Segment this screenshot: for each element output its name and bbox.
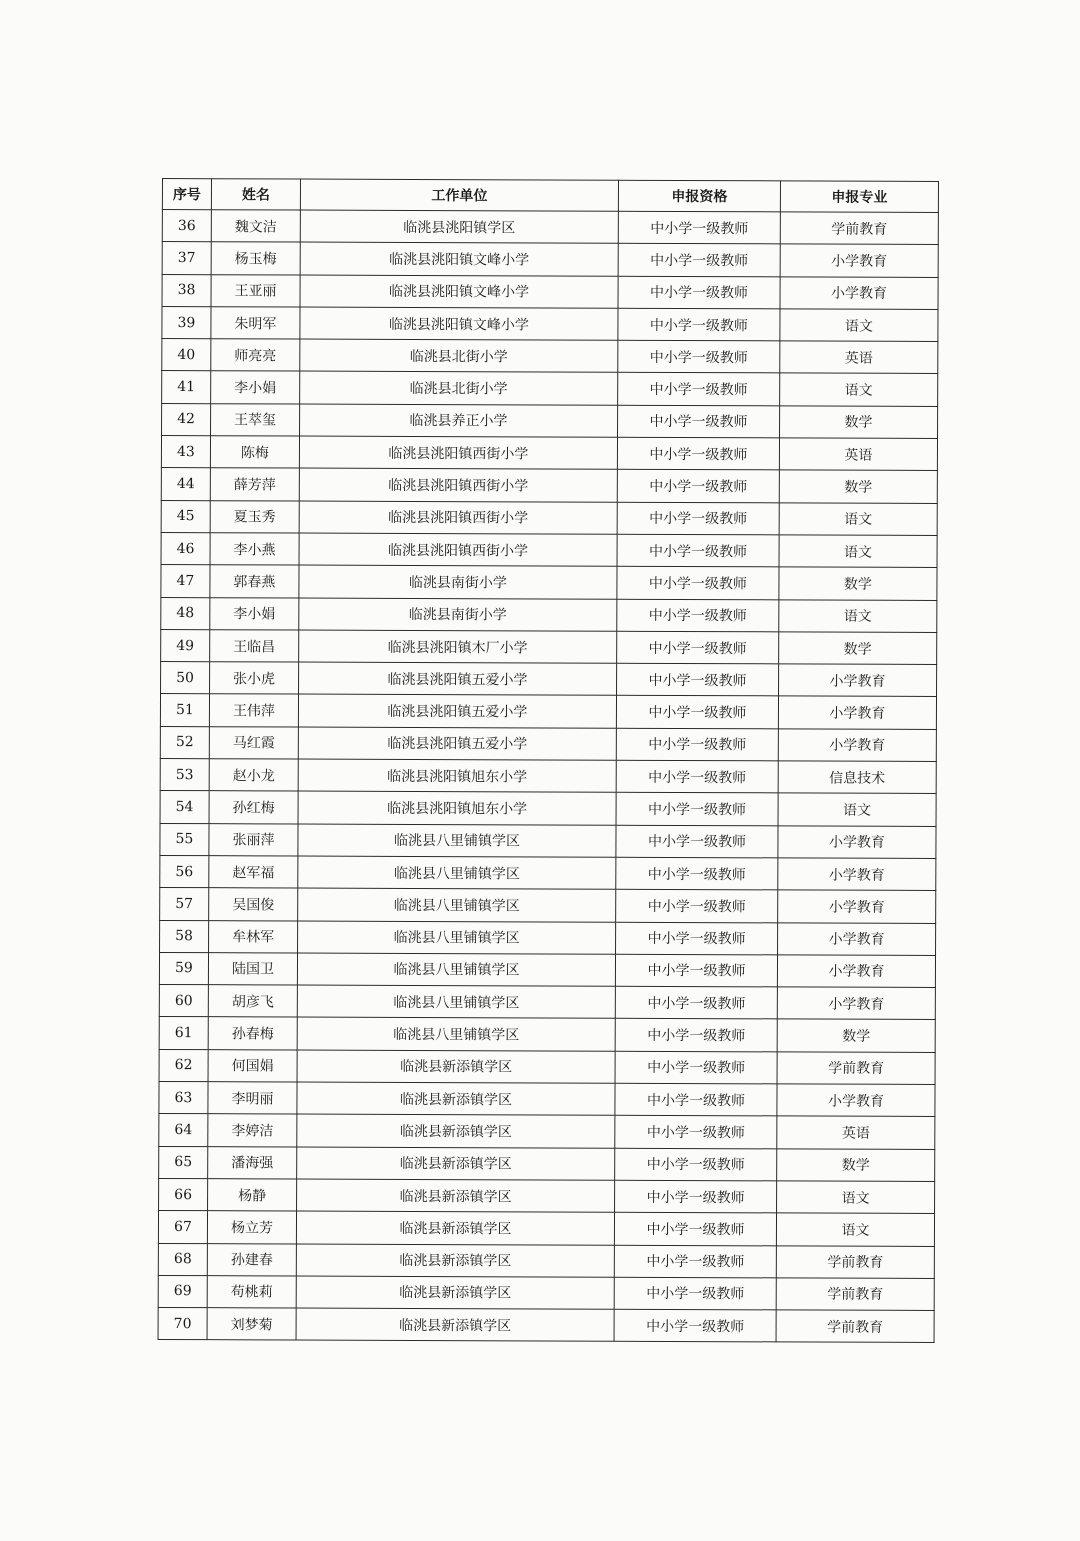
- table-row: [159, 985, 935, 1020]
- cell-name: 李小娟: [211, 371, 300, 404]
- cell-major: 小学教育: [778, 922, 936, 955]
- cell-major: 小学教育: [778, 826, 936, 859]
- cell-no: 42: [162, 403, 211, 435]
- cell-qualification: 中小学一级教师: [615, 1051, 777, 1084]
- cell-name: 王临昌: [210, 630, 299, 663]
- cell-name: 刘梦菊: [207, 1308, 296, 1341]
- cell-name: 牟林军: [209, 920, 298, 953]
- cell-no: 55: [160, 823, 209, 855]
- cell-name: 薛芳萍: [210, 468, 299, 501]
- table-row: [160, 888, 936, 923]
- cell-unit: 临洮县洮阳镇西街小学: [299, 436, 617, 470]
- header-no: 序号: [162, 179, 211, 210]
- cell-qualification: 中小学一级教师: [617, 599, 779, 632]
- cell-name: 孙春梅: [208, 1017, 297, 1050]
- cell-name: 杨玉梅: [211, 242, 300, 275]
- table-row: [161, 662, 937, 697]
- cell-major: 数学: [779, 567, 937, 600]
- table-row: [159, 1114, 935, 1149]
- cell-unit: 临洮县洮阳镇木厂小学: [299, 630, 617, 664]
- table-row: [161, 597, 937, 632]
- cell-unit: 临洮县新添镇学区: [297, 1179, 615, 1213]
- cell-unit: 临洮县新添镇学区: [296, 1244, 614, 1278]
- cell-unit: 临洮县洮阳镇文峰小学: [300, 242, 618, 276]
- cell-no: 46: [161, 532, 210, 564]
- cell-no: 65: [159, 1146, 208, 1178]
- cell-major: 数学: [777, 1019, 935, 1052]
- header-unit: 工作单位: [300, 179, 618, 211]
- cell-major: 语文: [780, 309, 938, 342]
- cell-major: 数学: [780, 406, 938, 439]
- cell-unit: 临洮县八里铺镇学区: [298, 888, 616, 922]
- cell-qualification: 中小学一级教师: [616, 922, 778, 955]
- cell-unit: 临洮县洮阳镇五爱小学: [298, 727, 616, 761]
- cell-no: 66: [159, 1178, 208, 1210]
- cell-qualification: 中小学一级教师: [616, 857, 778, 890]
- cell-major: 小学教育: [778, 890, 936, 923]
- cell-unit: 临洮县南街小学: [299, 598, 617, 632]
- cell-major: 学前教育: [776, 1310, 934, 1343]
- cell-major: 学前教育: [777, 1052, 935, 1085]
- table-row: [158, 1211, 934, 1246]
- cell-major: 小学教育: [779, 664, 937, 697]
- cell-unit: 临洮县洮阳镇旭东小学: [298, 791, 616, 825]
- cell-name: 夏玉秀: [210, 500, 299, 533]
- cell-name: 何国娟: [208, 1049, 297, 1082]
- cell-no: 50: [161, 662, 210, 694]
- cell-no: 61: [159, 1017, 208, 1049]
- cell-unit: 临洮县洮阳镇西街小学: [299, 468, 617, 502]
- cell-major: 小学教育: [777, 1084, 935, 1117]
- cell-major: 小学教育: [780, 244, 938, 277]
- header-name: 姓名: [211, 179, 300, 210]
- cell-no: 47: [161, 565, 210, 597]
- cell-major: 小学教育: [777, 987, 935, 1020]
- cell-qualification: 中小学一级教师: [617, 663, 779, 696]
- cell-no: 54: [160, 791, 209, 823]
- cell-no: 53: [160, 759, 209, 791]
- cell-major: 小学教育: [777, 955, 935, 988]
- cell-name: 杨立芳: [207, 1211, 296, 1244]
- table-row: [159, 1082, 935, 1117]
- cell-name: 杨静: [208, 1179, 297, 1212]
- table-row: [159, 1017, 935, 1052]
- table-row: [160, 694, 936, 729]
- cell-no: 62: [159, 1049, 208, 1081]
- cell-major: 小学教育: [778, 729, 936, 762]
- table-row: [160, 759, 936, 794]
- cell-qualification: 中小学一级教师: [615, 1116, 777, 1149]
- cell-major: 学前教育: [780, 212, 938, 245]
- cell-no: 59: [159, 952, 208, 984]
- table-row: [161, 468, 937, 503]
- cell-name: 朱明军: [211, 307, 300, 340]
- table-row: [162, 371, 938, 406]
- cell-unit: 临洮县新添镇学区: [297, 1050, 615, 1084]
- table-row: [161, 436, 937, 471]
- table-row: [159, 952, 935, 987]
- cell-no: 60: [159, 985, 208, 1017]
- cell-no: 51: [160, 694, 209, 726]
- cell-no: 43: [161, 436, 210, 468]
- cell-qualification: 中小学一级教师: [618, 276, 780, 309]
- cell-unit: 临洮县新添镇学区: [296, 1276, 614, 1310]
- cell-name: 李婷洁: [208, 1114, 297, 1147]
- cell-qualification: 中小学一级教师: [618, 373, 780, 406]
- cell-name: 王伟萍: [209, 694, 298, 727]
- cell-name: 王萃玺: [211, 403, 300, 436]
- cell-unit: 临洮县洮阳镇西街小学: [299, 533, 617, 567]
- table-row: [158, 1275, 934, 1310]
- table-row: [161, 500, 937, 535]
- cell-no: 68: [158, 1243, 207, 1275]
- cell-qualification: 中小学一级教师: [618, 308, 780, 341]
- cell-no: 64: [159, 1114, 208, 1146]
- cell-name: 胡彦飞: [208, 985, 297, 1018]
- cell-qualification: 中小学一级教师: [617, 534, 779, 567]
- cell-major: 英语: [777, 1116, 935, 1149]
- cell-unit: 临洮县八里铺镇学区: [298, 824, 616, 858]
- cell-name: 张丽萍: [209, 823, 298, 856]
- cell-qualification: 中小学一级教师: [615, 1180, 777, 1213]
- cell-unit: 临洮县八里铺镇学区: [297, 985, 615, 1019]
- table-row: [159, 1178, 935, 1213]
- cell-unit: 临洮县新添镇学区: [296, 1211, 614, 1245]
- cell-major: 信息技术: [778, 761, 936, 794]
- cell-unit: 临洮县养正小学: [300, 404, 618, 438]
- cell-no: 39: [162, 306, 211, 338]
- cell-unit: 临洮县洮阳镇西街小学: [299, 501, 617, 535]
- cell-no: 57: [160, 888, 209, 920]
- table-row: [161, 565, 937, 600]
- cell-qualification: 中小学一级教师: [615, 1019, 777, 1052]
- cell-qualification: 中小学一级教师: [616, 825, 778, 858]
- cell-unit: 临洮县新添镇学区: [297, 1082, 615, 1116]
- cell-major: 小学教育: [778, 858, 936, 891]
- cell-name: 王亚丽: [211, 274, 300, 307]
- cell-qualification: 中小学一级教师: [618, 244, 780, 277]
- cell-no: 38: [162, 274, 211, 306]
- cell-qualification: 中小学一级教师: [617, 631, 779, 664]
- cell-qualification: 中小学一级教师: [614, 1212, 776, 1245]
- cell-name: 赵小龙: [209, 759, 298, 792]
- cell-unit: 临洮县新添镇学区: [296, 1308, 614, 1342]
- cell-name: 潘海强: [208, 1146, 297, 1179]
- table-row: [160, 726, 936, 761]
- cell-qualification: 中小学一级教师: [615, 1148, 777, 1181]
- cell-no: 48: [161, 597, 210, 629]
- header-row: [162, 179, 938, 213]
- cell-qualification: 中小学一级教师: [614, 1309, 776, 1342]
- table-row: [159, 1049, 935, 1084]
- cell-qualification: 中小学一级教师: [618, 340, 780, 373]
- cell-name: 郭春燕: [210, 565, 299, 598]
- cell-major: 语文: [780, 373, 938, 406]
- cell-unit: 临洮县洮阳镇文峰小学: [300, 307, 618, 341]
- cell-no: 44: [161, 468, 210, 500]
- roster-table: [158, 178, 939, 1343]
- table-row: [162, 210, 938, 245]
- cell-unit: 临洮县南街小学: [299, 565, 617, 599]
- cell-no: 37: [162, 242, 211, 274]
- cell-no: 41: [162, 371, 211, 403]
- cell-qualification: 中小学一级教师: [617, 470, 779, 503]
- cell-unit: 临洮县洮阳镇文峰小学: [300, 275, 618, 309]
- cell-major: 数学: [779, 632, 937, 665]
- cell-qualification: 中小学一级教师: [616, 889, 778, 922]
- cell-name: 吴国俊: [209, 888, 298, 921]
- cell-no: 67: [158, 1211, 207, 1243]
- cell-name: 赵军福: [209, 856, 298, 889]
- cell-major: 英语: [779, 438, 937, 471]
- cell-name: 苟桃莉: [207, 1275, 296, 1308]
- cell-no: 63: [159, 1082, 208, 1114]
- table-row: [162, 274, 938, 309]
- cell-qualification: 中小学一级教师: [617, 437, 779, 470]
- header-qualification: 申报资格: [618, 180, 780, 212]
- cell-qualification: 中小学一级教师: [616, 728, 778, 761]
- cell-major: 英语: [780, 341, 938, 374]
- cell-no: 40: [162, 339, 211, 371]
- cell-major: 语文: [779, 535, 937, 568]
- table-row: [161, 532, 937, 567]
- header-major: 申报专业: [780, 181, 938, 213]
- cell-name: 李明丽: [208, 1082, 297, 1115]
- cell-name: 陆国卫: [208, 953, 297, 986]
- cell-major: 语文: [776, 1213, 934, 1246]
- table-row: [162, 339, 938, 374]
- cell-major: 数学: [779, 470, 937, 503]
- cell-qualification: 中小学一级教师: [614, 1277, 776, 1310]
- cell-major: 语文: [778, 793, 936, 826]
- cell-qualification: 中小学一级教师: [616, 793, 778, 826]
- cell-qualification: 中小学一级教师: [614, 1245, 776, 1278]
- table-row: [159, 1146, 935, 1181]
- cell-name: 孙建春: [207, 1243, 296, 1276]
- table-row: [158, 1308, 934, 1343]
- cell-qualification: 中小学一级教师: [618, 211, 780, 244]
- cell-unit: 临洮县北街小学: [300, 339, 618, 373]
- cell-unit: 临洮县八里铺镇学区: [298, 856, 616, 890]
- cell-qualification: 中小学一级教师: [615, 986, 777, 1019]
- cell-qualification: 中小学一级教师: [616, 760, 778, 793]
- table-row: [162, 242, 938, 277]
- cell-unit: 临洮县洮阳镇五爱小学: [298, 694, 616, 728]
- cell-unit: 临洮县新添镇学区: [297, 1147, 615, 1181]
- cell-qualification: 中小学一级教师: [616, 696, 778, 729]
- cell-unit: 临洮县洮阳镇五爱小学: [299, 662, 617, 696]
- cell-unit: 临洮县新添镇学区: [297, 1114, 615, 1148]
- cell-unit: 临洮县洮阳镇学区: [300, 210, 618, 244]
- cell-no: 56: [160, 855, 209, 887]
- cell-major: 小学教育: [780, 276, 938, 309]
- table-header: [162, 179, 938, 213]
- cell-name: 陈梅: [210, 436, 299, 469]
- cell-no: 49: [161, 629, 210, 661]
- cell-no: 45: [161, 500, 210, 532]
- cell-name: 孙红梅: [209, 791, 298, 824]
- cell-major: 小学教育: [778, 696, 936, 729]
- cell-unit: 临洮县洮阳镇旭东小学: [298, 759, 616, 793]
- table-row: [160, 920, 936, 955]
- table-row: [160, 855, 936, 890]
- cell-unit: 临洮县八里铺镇学区: [298, 921, 616, 955]
- table-row: [160, 823, 936, 858]
- cell-name: 魏文洁: [211, 210, 300, 243]
- cell-qualification: 中小学一级教师: [615, 1083, 777, 1116]
- cell-name: 李小燕: [210, 533, 299, 566]
- cell-name: 张小虎: [210, 662, 299, 695]
- table-row: [161, 629, 937, 664]
- cell-unit: 临洮县北街小学: [300, 372, 618, 406]
- cell-no: 70: [158, 1308, 207, 1340]
- cell-qualification: 中小学一级教师: [615, 954, 777, 987]
- table-row: [162, 403, 938, 438]
- cell-qualification: 中小学一级教师: [617, 567, 779, 600]
- cell-qualification: 中小学一级教师: [617, 502, 779, 535]
- cell-name: 李小娟: [210, 597, 299, 630]
- table-row: [158, 1243, 934, 1278]
- cell-major: 数学: [777, 1148, 935, 1181]
- table-row: [162, 306, 938, 341]
- cell-no: 69: [158, 1275, 207, 1307]
- cell-no: 52: [160, 726, 209, 758]
- cell-major: 学前教育: [776, 1278, 934, 1311]
- cell-major: 语文: [779, 503, 937, 536]
- cell-no: 36: [162, 210, 211, 242]
- cell-unit: 临洮县八里铺镇学区: [297, 953, 615, 987]
- cell-unit: 临洮县八里铺镇学区: [297, 1017, 615, 1051]
- cell-no: 58: [160, 920, 209, 952]
- cell-name: 师亮亮: [211, 339, 300, 372]
- table-row: [160, 791, 936, 826]
- cell-name: 马红霞: [209, 726, 298, 759]
- cell-major: 语文: [779, 599, 937, 632]
- table-body: [158, 210, 938, 1343]
- cell-major: 语文: [777, 1181, 935, 1214]
- cell-major: 学前教育: [776, 1245, 934, 1278]
- cell-qualification: 中小学一级教师: [618, 405, 780, 438]
